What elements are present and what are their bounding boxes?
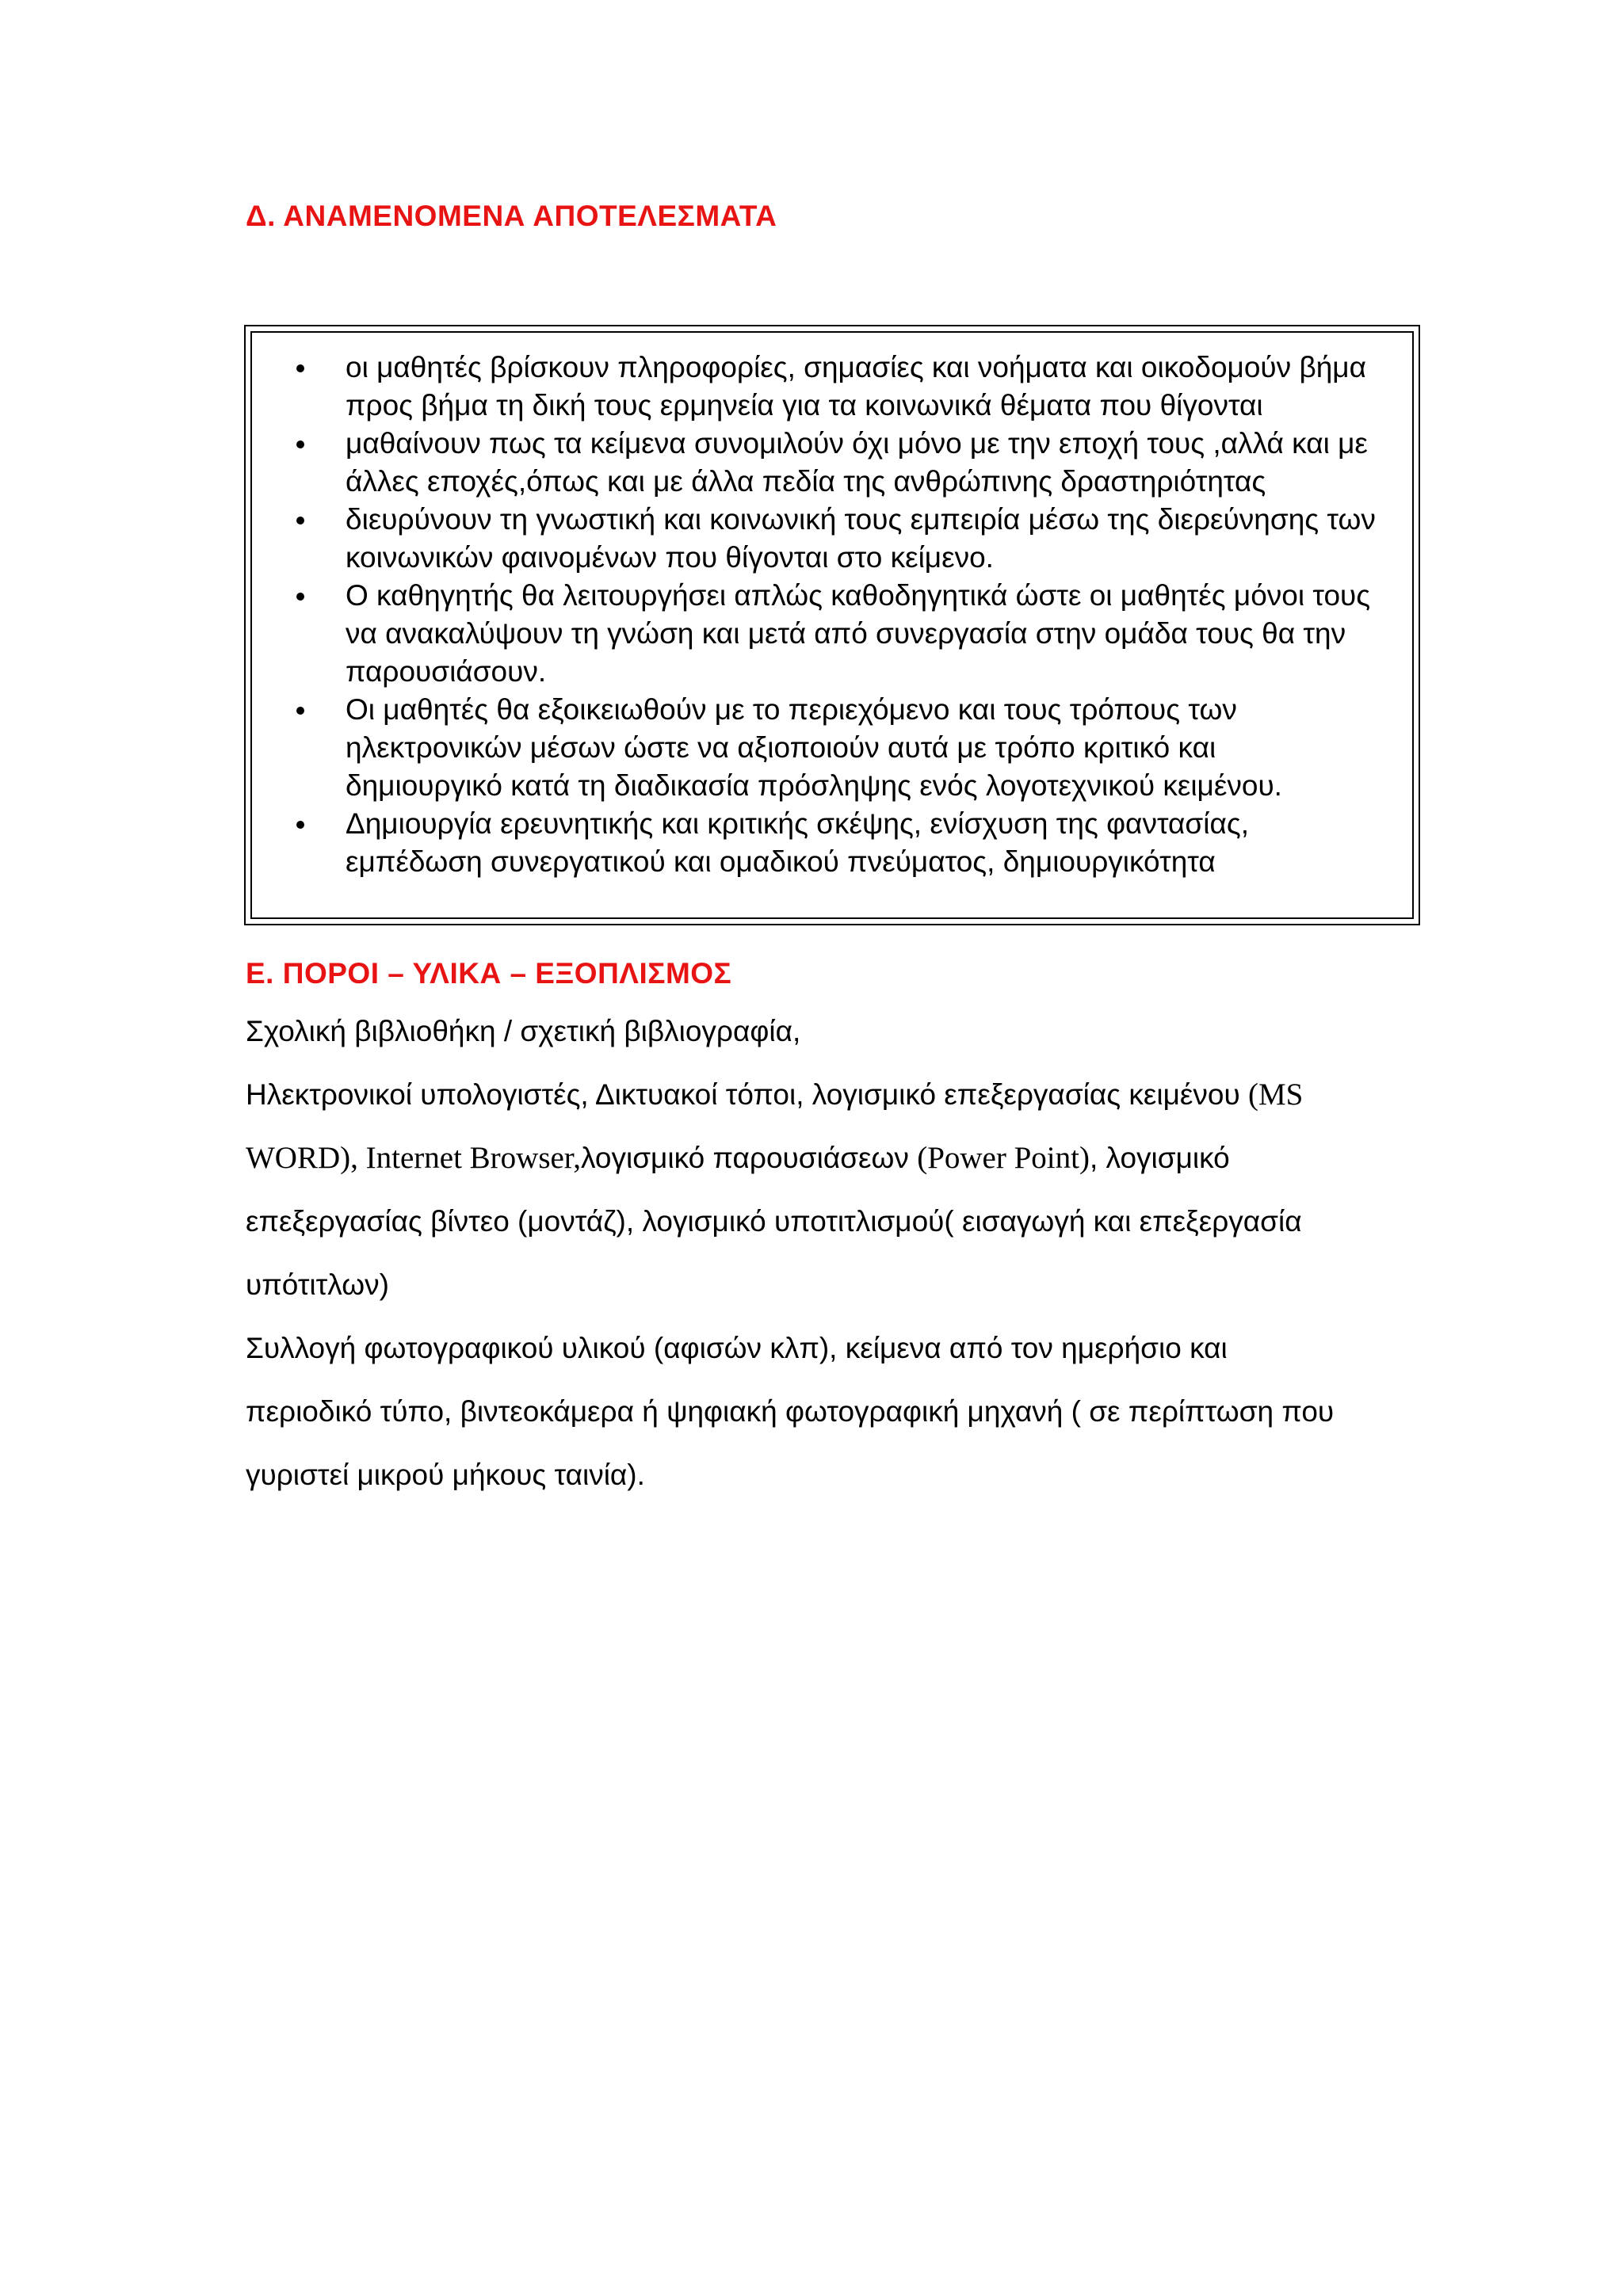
- bullet-text-line: δημιουργικό κατά τη διαδικασία πρόσληψης ενός λογοτεχνικού κειμένου.: [346, 769, 1282, 802]
- materials-text-segment: επεξεργασίας βίντεο (μοντάζ), λογισμικό υποτιτλισμού( εισαγωγή και επεξεργασία: [246, 1205, 1302, 1238]
- list-item: [252, 691, 1412, 805]
- materials-text-segment: (MS: [1248, 1077, 1304, 1112]
- materials-text-segment: Συλλογή φωτογραφικού υλικού (αφισών κλπ), κείμενα από τον ημερήσιο και: [246, 1332, 1228, 1364]
- bullet-text-line: κοινωνικών φαινομένων που θίγονται στο κείμενο.: [346, 541, 994, 574]
- materials-line: [246, 1317, 1411, 1380]
- bullet-text-line: Ο καθηγητής θα λειτουργήσει απλώς καθοδηγητικά ώστε οι μαθητές μόνοι τους: [346, 579, 1371, 612]
- bullet-text-line: παρουσιάσουν.: [346, 655, 547, 688]
- bullet-icon: [296, 593, 304, 601]
- bullet-text-line: Δημιουργία ερευνητικής και κριτικής σκέψης, ενίσχυση της φαντασίας,: [346, 807, 1249, 840]
- materials-text-segment: (Power Point): [917, 1141, 1090, 1175]
- bullet-text-line: διευρύνουν τη γνωστική και κοινωνική τους εμπειρία μέσω της διερεύνησης των: [346, 503, 1376, 536]
- bullet-icon: [296, 821, 304, 829]
- materials-text-segment: WORD), Internet Browser,: [246, 1141, 581, 1175]
- materials-text-segment: λογισμικό παρουσιάσεων: [580, 1142, 918, 1174]
- materials-paragraph: [246, 1000, 1411, 1507]
- bullet-text-line: προς βήμα τη δική τους ερμηνεία για τα κοινωνικά θέματα που θίγονται: [346, 389, 1263, 421]
- expected-results-box: [244, 325, 1420, 925]
- bullet-icon: [296, 707, 304, 715]
- bullet-text-line: μαθαίνουν πως τα κείμενα συνομιλούν όχι μόνο με την εποχή τους ,αλλά και με: [346, 427, 1368, 460]
- materials-text-segment: υπότιτλων): [246, 1268, 389, 1301]
- bullet-icon: [296, 441, 304, 448]
- bullet-text-line: ηλεκτρονικών μέσων ώστε να αξιοποιούν αυτά με τρόπο κριτικό και: [346, 731, 1216, 764]
- materials-text-segment: περιοδικό τύπο, βιντεοκάμερα ή ψηφιακή φωτογραφική μηχανή ( σε περίπτωση που: [246, 1395, 1335, 1428]
- bullet-text-line: άλλες εποχές,όπως και με άλλα πεδία της ανθρώπινης δραστηριότητας: [346, 465, 1266, 498]
- expected-results-list: [252, 349, 1412, 881]
- list-item: [252, 805, 1412, 881]
- materials-text-segment: , λογισμικό: [1089, 1142, 1230, 1174]
- bullet-icon: [296, 364, 304, 372]
- bullet-text-line: να ανακαλύψουν τη γνώση και μετά από συνεργασία στην ομάδα τους θα την: [346, 617, 1346, 650]
- materials-line: [246, 1380, 1411, 1444]
- bullet-text-line: Οι μαθητές θα εξοικειωθούν με το περιεχόμενο και τους τρόπους των: [346, 693, 1237, 726]
- list-item: [252, 349, 1412, 425]
- materials-line: [246, 1000, 1411, 1063]
- materials-line: [246, 1190, 1411, 1253]
- materials-text-segment: γυριστεί μικρού μήκους ταινία).: [246, 1459, 645, 1491]
- materials-text-segment: Ηλεκτρονικοί υπολογιστές, Δικτυακοί τόποι, λογισμικό επεξεργασίας κειμένου: [246, 1078, 1248, 1111]
- list-item: [252, 425, 1412, 501]
- expected-results-box-inner: [250, 331, 1414, 919]
- bullet-icon: [296, 517, 304, 524]
- materials-line: [246, 1253, 1411, 1317]
- materials-line: [246, 1127, 1411, 1190]
- section-e-heading: Ε. ΠΟΡΟΙ – ΥΛΙΚΑ – ΕΞΟΠΛΙΣΜΟΣ: [246, 957, 732, 990]
- bullet-text-line: οι μαθητές βρίσκουν πληροφορίες, σημασίες και νοήματα και οικοδομούν βήμα: [346, 351, 1367, 383]
- list-item: [252, 501, 1412, 577]
- materials-line: [246, 1444, 1411, 1507]
- section-d-heading: Δ. ΑΝΑΜΕΝΟΜΕΝΑ ΑΠΟΤΕΛΕΣΜΑΤΑ: [246, 200, 777, 232]
- bullet-text-line: εμπέδωση συνεργατικού και ομαδικού πνεύματος, δημιουργικότητα: [346, 845, 1216, 878]
- materials-text-segment: Σχολική βιβλιοθήκη / σχετική βιβλιογραφία,: [246, 1015, 801, 1047]
- materials-line: [246, 1063, 1411, 1127]
- list-item: [252, 577, 1412, 691]
